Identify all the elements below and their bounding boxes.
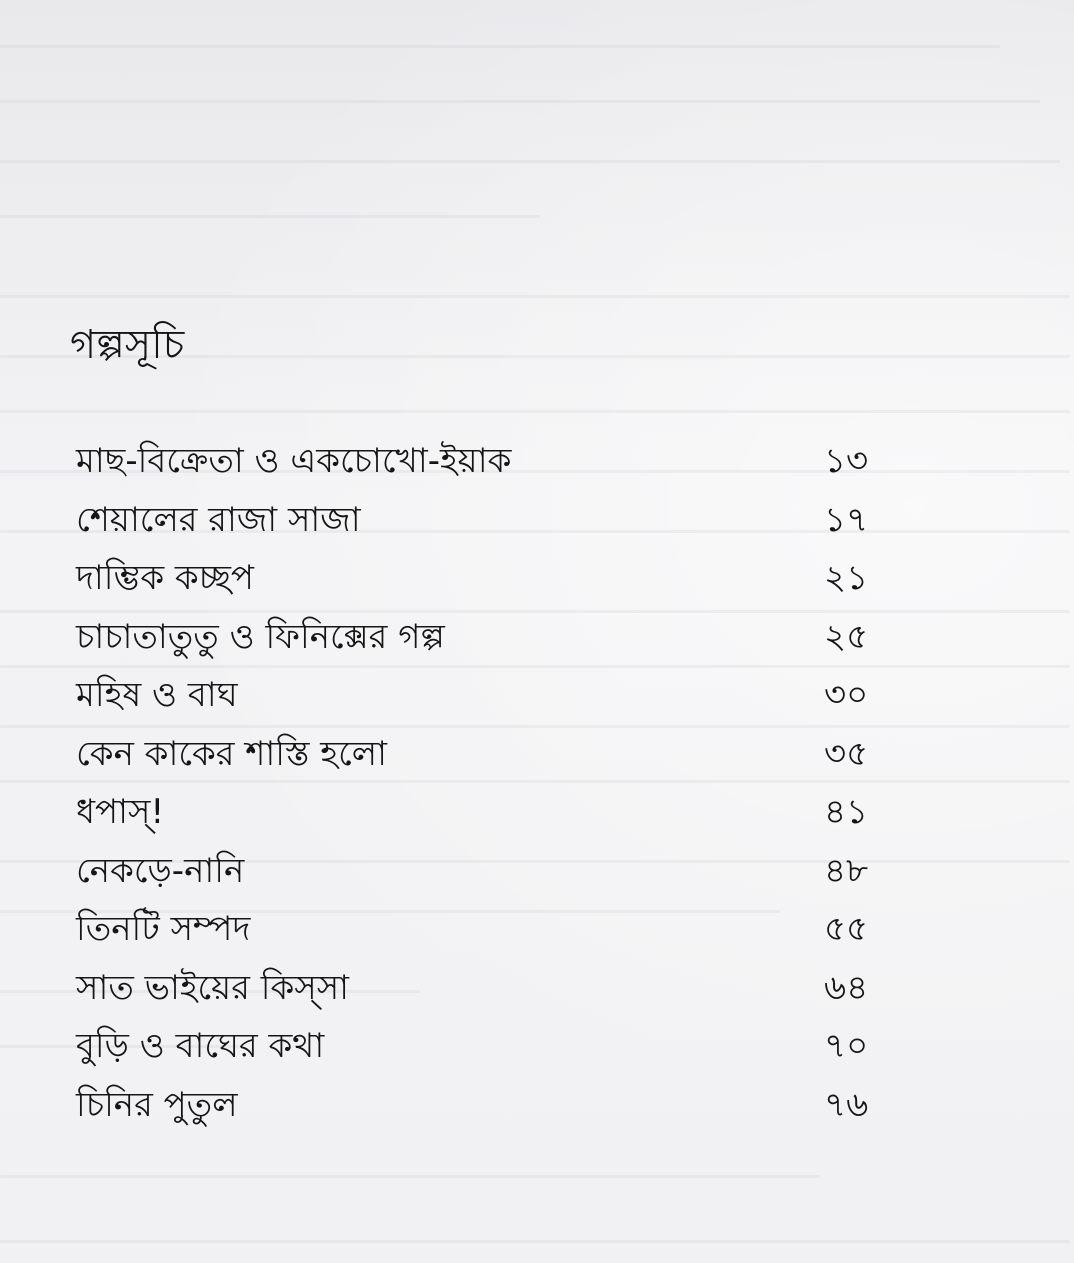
entry-title: মহিষ ও বাঘ [76, 675, 238, 715]
toc-entry [76, 553, 896, 612]
toc-entry [76, 495, 896, 554]
bleed-through-line [0, 410, 1070, 413]
toc-entry [76, 729, 896, 788]
entry-page-number: ৭৬ [824, 1084, 869, 1125]
entry-page-number: ৫৫ [824, 909, 869, 949]
bleed-through-line [0, 1175, 820, 1178]
entry-page-number: ৩৫ [824, 733, 869, 774]
entry-page-number: ২৫ [824, 616, 869, 657]
toc-entry [76, 1021, 896, 1080]
entry-title: ধপাস্! [76, 792, 165, 832]
bleed-through-line [0, 100, 1040, 103]
entry-title: মাছ-বিক্রেতা ও একচোখো-ইয়াক [76, 441, 512, 481]
entry-page-number: ৭০ [824, 1026, 869, 1066]
entry-title: কেন কাকের শাস্তি হলো [76, 733, 387, 774]
entry-page-number: ৩০ [824, 675, 869, 715]
entry-title: নেকড়ে-নানি [76, 850, 245, 891]
toc-entry [76, 1080, 896, 1139]
entry-title: বুড়ি ও বাঘের কথা [76, 1026, 325, 1066]
toc-entry [76, 612, 896, 671]
entry-page-number: ৪১ [824, 792, 869, 832]
entry-title: শেয়ালের রাজা সাজা [76, 499, 361, 540]
entry-page-number: ৪৮ [824, 850, 869, 891]
entry-page-number: ২১ [824, 558, 869, 598]
entry-page-number: ৬৪ [824, 967, 869, 1008]
bleed-through-line [0, 1240, 1070, 1243]
entry-title: চাচাতাতুতু ও ফিনিক্সের গল্প [76, 616, 445, 657]
toc-entry [76, 904, 896, 963]
entry-title: দাম্ভিক কচ্ছপ [76, 558, 254, 598]
toc-entry [76, 787, 896, 846]
toc-entry [76, 670, 896, 729]
entry-title: চিনির পুতুল [76, 1084, 238, 1125]
entry-page-number: ১৭ [824, 499, 869, 540]
bleed-through-line [0, 215, 540, 218]
entry-page-number: ১৩ [824, 441, 869, 481]
toc-entry [76, 846, 896, 905]
toc-entry [76, 963, 896, 1022]
entry-title: তিনটি সম্পদ [76, 909, 251, 949]
entry-title: সাত ভাইয়ের কিস্সা [76, 967, 350, 1008]
bleed-through-line [0, 45, 1000, 48]
page-title: গল্পসূচি [70, 322, 185, 368]
toc-entry [76, 436, 896, 495]
bleed-through-line [0, 160, 1060, 163]
table-of-contents [76, 436, 896, 1138]
bleed-through-line [0, 295, 1070, 298]
